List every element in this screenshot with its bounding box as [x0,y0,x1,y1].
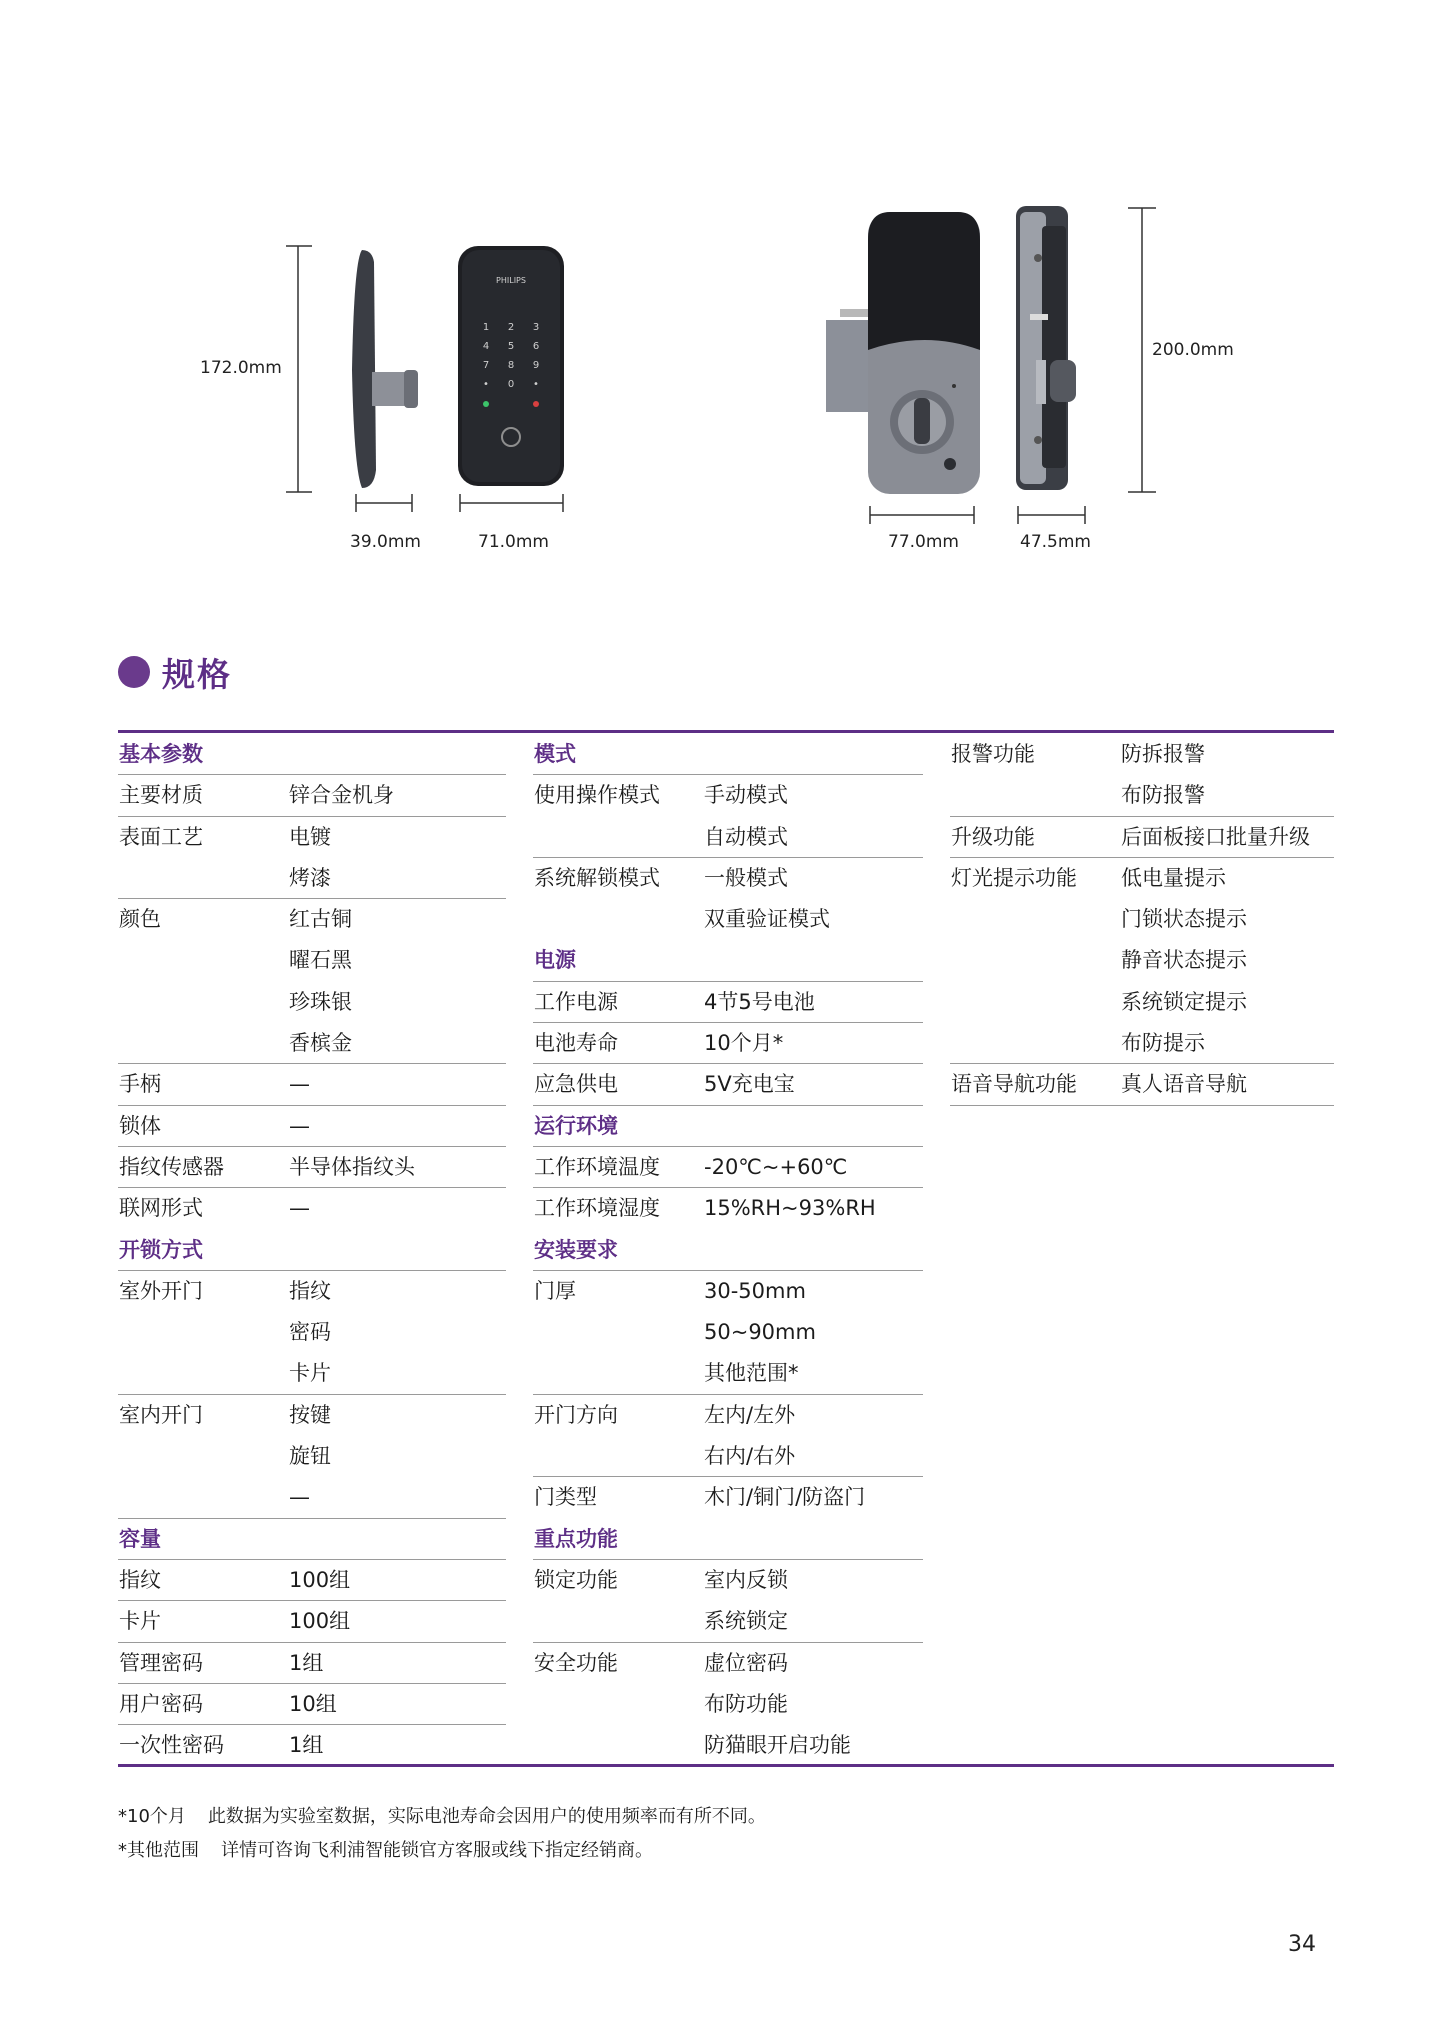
spec-value: 布防提示 [1121,1031,1205,1056]
spec-row [950,734,1334,775]
svg-text:8: 8 [507,360,515,371]
spec-row [118,1312,506,1353]
spec-value: 30-50mm [704,1278,806,1303]
spec-value: 防猫眼开启功能 [704,1733,851,1758]
spec-group-heading [533,1230,923,1271]
spec-row [533,1147,923,1188]
spec-label: 用户密码 [119,1691,203,1716]
spec-row [533,1560,923,1601]
spec-value: 木门/铜门/防盗门 [704,1485,866,1510]
bullet-dot-icon [118,656,150,688]
spec-row [118,1477,506,1518]
spec-value: 双重验证模式 [704,907,830,932]
spec-value: 1组 [289,1650,324,1675]
spec-group-heading [533,1519,923,1560]
spec-label: 指纹 [119,1567,161,1592]
spec-value: 真人语音导航 [1121,1072,1247,1097]
spec-label: 室内开门 [119,1402,203,1427]
spec-value: 旋钮 [289,1444,331,1469]
spec-value: 密码 [289,1320,331,1345]
spec-row [533,1395,923,1436]
spec-row [118,1353,506,1394]
spec-row [118,1106,506,1147]
spec-row [533,1188,923,1229]
spec-label: 工作环境湿度 [534,1196,660,1221]
svg-text:2: 2 [507,322,515,333]
spec-row [118,1188,506,1229]
spec-label: 卡片 [119,1609,161,1634]
spec-row [118,1064,506,1105]
spec-row [118,1725,506,1766]
spec-row [950,1023,1334,1064]
spec-row [533,1436,923,1477]
spec-label: 锁体 [119,1113,161,1138]
spec-label: 应急供电 [534,1072,618,1097]
spec-label: 语音导航功能 [951,1072,1077,1097]
spec-value: 其他范围* [704,1361,799,1386]
spec-row [118,899,506,940]
spec-value: 防拆报警 [1121,742,1205,766]
spec-value: 香槟金 [289,1031,352,1056]
spec-group-title: 电源 [534,948,576,973]
spec-value: 指纹 [289,1278,331,1303]
spec-label: 室外开门 [119,1278,203,1303]
spec-label: 门类型 [534,1485,597,1510]
spec-group-heading [118,734,506,775]
svg-text:0: 0 [507,379,515,390]
spec-column-3 [950,734,1334,1106]
spec-value: 后面板接口批量升级 [1121,824,1310,849]
spec-value: — [289,1485,310,1510]
spec-row [533,982,923,1023]
dim-height-inner: 200.0mm [1152,340,1234,360]
spec-value: 50~90mm [704,1320,816,1345]
spec-group-title: 容量 [119,1526,161,1551]
svg-text:6: 6 [532,341,540,352]
spec-row [950,982,1334,1023]
spec-group-title: 模式 [534,742,576,766]
spec-value: 电镀 [289,824,331,849]
spec-group-heading [533,940,923,981]
spec-row [533,1312,923,1353]
spec-row [533,1725,923,1766]
spec-group-heading [118,1230,506,1271]
spec-value: 珍珠银 [289,989,352,1014]
spec-group-title: 开锁方式 [119,1237,203,1262]
spec-label: 手柄 [119,1072,161,1097]
svg-text:4: 4 [482,341,490,352]
dim-depth-outer: 39.0mm [350,532,421,552]
spec-value: 10个月* [704,1031,784,1056]
brand-label: PHILIPS [496,276,526,285]
spec-row [118,1147,506,1188]
spec-row [533,1271,923,1312]
spec-row [533,1064,923,1105]
spec-row [533,1477,923,1518]
spec-value: — [289,1113,310,1138]
spec-row [118,1436,506,1477]
spec-value: 半导体指纹头 [289,1154,415,1179]
spec-row [118,1601,506,1642]
spec-group-heading [118,1519,506,1560]
spec-label: 开门方向 [534,1402,618,1427]
footnote-battery [118,1802,766,1828]
spec-value: 系统锁定提示 [1121,989,1247,1014]
spec-row [118,982,506,1023]
spec-value: -20℃~+60℃ [704,1154,848,1179]
spec-label: 表面工艺 [119,824,203,849]
spec-label: 门厚 [534,1278,576,1303]
spec-row [950,1064,1334,1105]
spec-row [118,1643,506,1684]
spec-row [950,940,1334,981]
spec-value: 10组 [289,1691,337,1716]
spec-row [118,817,506,858]
spec-label: 颜色 [119,907,161,932]
spec-row [533,1353,923,1394]
spec-column-1 [118,734,506,1766]
spec-row [950,817,1334,858]
svg-text:7: 7 [482,360,490,371]
spec-group-heading [533,734,923,775]
spec-label: 指纹传感器 [119,1154,224,1179]
spec-label: 联网形式 [119,1196,203,1221]
spec-row [118,1023,506,1064]
spec-label: 使用操作模式 [534,783,660,808]
spec-label: 管理密码 [119,1650,203,1675]
spec-group-title: 安装要求 [534,1237,618,1262]
svg-text:•: • [533,379,539,390]
spec-row [533,775,923,816]
spec-column-2 [533,734,923,1766]
dim-width-outer: 71.0mm [478,532,549,552]
spec-value: 烤漆 [289,865,331,890]
spec-label: 安全功能 [534,1650,618,1675]
spec-value: 15%RH~93%RH [704,1196,876,1221]
lock-illustration [0,0,1434,600]
spec-value: — [289,1072,310,1097]
spec-value: 门锁状态提示 [1121,907,1247,932]
spec-value: 低电量提示 [1121,865,1226,890]
spec-value: 卡片 [289,1361,331,1386]
spec-group-heading [533,1106,923,1147]
spec-row [533,1601,923,1642]
svg-text:1: 1 [482,322,490,333]
spec-row [118,775,506,816]
spec-label: 工作电源 [534,989,618,1014]
spec-label: 升级功能 [951,824,1035,849]
dim-height-outer: 172.0mm [200,358,282,378]
svg-text:5: 5 [507,341,515,352]
spec-group-title: 基本参数 [119,742,203,766]
spec-value: 锌合金机身 [289,783,394,808]
spec-value: 布防功能 [704,1691,788,1716]
spec-value: 一般模式 [704,865,788,890]
spec-value: 曜石黑 [289,948,352,973]
spec-row [533,1684,923,1725]
spec-label: 一次性密码 [119,1733,224,1758]
spec-group-title: 重点功能 [534,1526,618,1551]
spec-value: 100组 [289,1567,351,1592]
svg-text:•: • [483,379,489,390]
spec-label: 工作环境温度 [534,1154,660,1179]
svg-text:3: 3 [532,322,540,333]
spec-group-title: 运行环境 [534,1113,618,1138]
section-heading [118,646,232,698]
footnote-text: 此数据为实验室数据，实际电池寿命会因用户的使用频率而有所不同。 [207,1806,766,1827]
spec-row [950,899,1334,940]
spec-row [118,940,506,981]
spec-value: 虚位密码 [704,1650,788,1675]
spec-row [118,1395,506,1436]
spec-value: 右内/右外 [704,1444,796,1469]
spec-value: 布防报警 [1121,783,1205,808]
spec-label: 主要材质 [119,783,203,808]
footnote-key: *其他范围 [118,1840,199,1861]
spec-value: 红古铜 [289,907,352,932]
spec-row [118,1560,506,1601]
spec-value: 100组 [289,1609,351,1634]
spec-label: 灯光提示功能 [951,865,1077,890]
spec-value: 系统锁定 [704,1609,788,1634]
spec-value: 自动模式 [704,824,788,849]
spec-row [118,858,506,899]
spec-value: — [289,1196,310,1221]
spec-row [118,1684,506,1725]
spec-row [533,858,923,899]
spec-value: 室内反锁 [704,1567,788,1592]
spec-value: 5V充电宝 [704,1072,795,1097]
spec-row [950,858,1334,899]
spec-value: 静音状态提示 [1121,948,1247,973]
spec-value: 手动模式 [704,783,788,808]
spec-row [533,1023,923,1064]
spec-value: 左内/左外 [704,1402,796,1427]
section-title: 规格 [162,654,232,694]
spec-row [118,1271,506,1312]
spec-row [533,1643,923,1684]
spec-value: 4节5号电池 [704,989,815,1014]
spec-value: 1组 [289,1733,324,1758]
page-number: 34 [1288,1932,1316,1957]
spec-label: 电池寿命 [534,1031,618,1056]
footnote-range [118,1836,653,1862]
footnote-text: 详情可咨询飞利浦智能锁官方客服或线下指定经销商。 [221,1840,653,1861]
footnote-key: *10个月 [118,1806,186,1827]
spec-label: 锁定功能 [534,1567,618,1592]
spec-label: 报警功能 [951,742,1035,766]
spec-row [950,775,1334,816]
spec-row [533,817,923,858]
dim-depth-inner: 47.5mm [1020,532,1091,552]
svg-text:9: 9 [532,360,540,371]
spec-label: 系统解锁模式 [534,865,660,890]
table-top-rule [118,730,1334,733]
spec-value: 按键 [289,1402,331,1427]
spec-row [533,899,923,940]
dim-width-inner: 77.0mm [888,532,959,552]
